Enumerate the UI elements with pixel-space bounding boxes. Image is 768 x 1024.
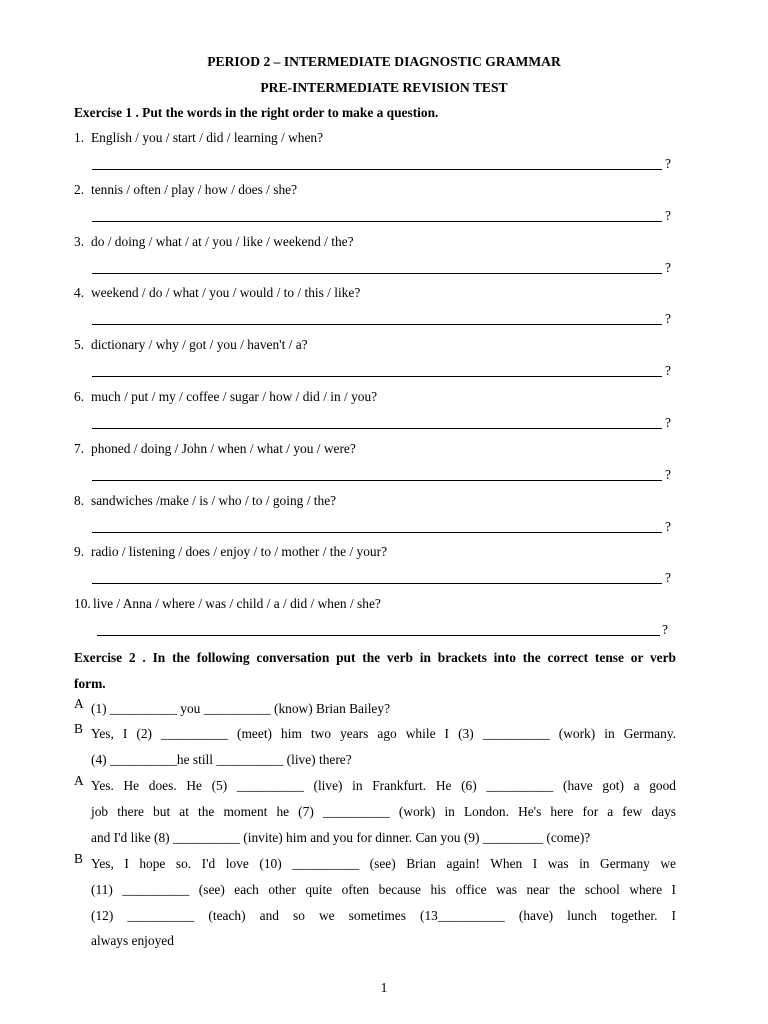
question-prompt: much / put / my / coffee / sugar / how / did / in / you? bbox=[91, 389, 378, 404]
question-number: 7. bbox=[74, 440, 85, 456]
question-number: 6. bbox=[74, 389, 85, 404]
dialogue-line: and I'd like (8) __________ (invite) him and you for dinner. Can you (9) _________ (come)? bbox=[91, 829, 591, 845]
speaker-label: B bbox=[74, 851, 83, 866]
question-mark: ? bbox=[665, 415, 671, 430]
exercise1-heading: Exercise 1 . Put the words in the right order to make a question. bbox=[74, 105, 439, 120]
question-mark: ? bbox=[665, 259, 671, 275]
dialogue-line: always enjoyed bbox=[91, 933, 174, 949]
question-number: 8. bbox=[74, 492, 85, 508]
question-mark: ? bbox=[665, 466, 671, 482]
question-mark: ? bbox=[662, 622, 668, 638]
dialogue-line: (1) __________ you __________ (know) Brian Bailey? bbox=[91, 701, 391, 716]
question-mark: ? bbox=[665, 363, 671, 379]
dialogue-line: job there but at the moment he (7) __________ (work) in London. He's here for a few days bbox=[91, 803, 676, 819]
question-number: 9. bbox=[74, 544, 85, 560]
question-number: 2. bbox=[74, 181, 85, 197]
question-prompt: phoned / doing / John / when / what / you / were? bbox=[91, 440, 356, 456]
question-number: 4. bbox=[74, 285, 85, 301]
dialogue-text bbox=[91, 851, 676, 954]
question-number: 10. bbox=[74, 596, 91, 612]
dialogue-text bbox=[91, 773, 676, 850]
question-prompt: dictionary / why / got / you / haven't / a? bbox=[91, 337, 308, 353]
answer-line[interactable] bbox=[92, 221, 662, 222]
question-prompt: English / you / start / did / learning / when? bbox=[91, 130, 324, 145]
page-number: 1 bbox=[380, 980, 388, 995]
answer-line[interactable] bbox=[92, 376, 662, 377]
exercise2-heading bbox=[74, 645, 676, 697]
question-prompt: do / doing / what / at / you / like / weekend / the? bbox=[91, 233, 354, 249]
dialogue-line: (4) __________he still __________ (live) there? bbox=[91, 751, 352, 767]
speaker-label: A bbox=[74, 773, 84, 788]
question-mark: ? bbox=[665, 207, 671, 223]
answer-line[interactable] bbox=[92, 480, 662, 481]
dialogue-text bbox=[91, 721, 676, 773]
question-mark: ? bbox=[665, 518, 671, 534]
speaker-label: B bbox=[74, 721, 83, 736]
question-mark: ? bbox=[665, 570, 671, 586]
dialogue-line: (11) __________ (see) each other quite often because his office was near the school where I bbox=[91, 881, 676, 897]
question-number: 3. bbox=[74, 233, 85, 249]
question-prompt: sandwiches /make / is / who / to / going / the? bbox=[91, 492, 337, 508]
answer-line[interactable] bbox=[92, 532, 662, 533]
dialogue-line: Yes. He does. He (5) __________ (live) in Frankfurt. He (6) __________ (have got) a good bbox=[91, 778, 676, 793]
question-prompt: radio / listening / does / enjoy / to / mother / the / your? bbox=[91, 544, 388, 560]
exercise2-heading-line: form. bbox=[74, 676, 106, 691]
dialogue-line: Yes, I (2) __________ (meet) him two years ago while I (3) __________ (work) in Germany. bbox=[91, 726, 676, 741]
answer-line[interactable] bbox=[92, 273, 662, 274]
page-title: PERIOD 2 – INTERMEDIATE DIAGNOSTIC GRAMMAR bbox=[207, 54, 561, 69]
answer-line[interactable] bbox=[92, 428, 662, 429]
question-prompt: live / Anna / where / was / child / a / did / when / she? bbox=[93, 596, 381, 612]
answer-line[interactable] bbox=[92, 169, 662, 170]
speaker-label: A bbox=[74, 696, 84, 711]
dialogue-line: (12) __________ (teach) and so we sometimes (13__________ (have) lunch together. I bbox=[91, 907, 676, 923]
dialogue-text bbox=[91, 696, 676, 722]
question-mark: ? bbox=[665, 156, 671, 171]
answer-line[interactable] bbox=[92, 324, 662, 325]
question-mark: ? bbox=[665, 311, 671, 327]
question-number: 5. bbox=[74, 337, 85, 353]
question-prompt: weekend / do / what / you / would / to / this / like? bbox=[91, 285, 361, 301]
question-number: 1. bbox=[74, 130, 85, 145]
answer-line[interactable] bbox=[97, 635, 660, 636]
page-subtitle: PRE-INTERMEDIATE REVISION TEST bbox=[260, 80, 508, 95]
dialogue-line: Yes, I hope so. I'd love (10) __________ (see) Brian again! When I was in Germany we bbox=[91, 856, 676, 871]
exercise2-heading-line: Exercise 2 . In the following conversation put the verb in brackets into the correct tense or verb bbox=[74, 650, 676, 665]
question-prompt: tennis / often / play / how / does / she? bbox=[91, 181, 298, 197]
answer-line[interactable] bbox=[92, 583, 662, 584]
